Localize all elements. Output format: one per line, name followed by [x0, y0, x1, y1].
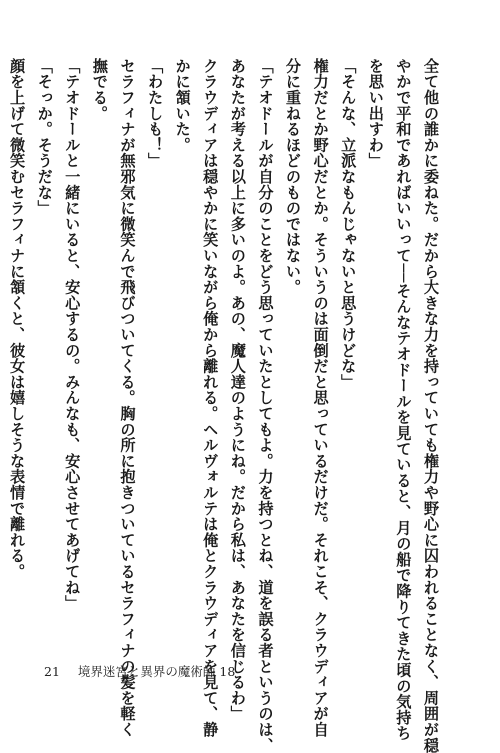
text-line: クラウディアは穏やかに笑いながら俺から離れる。ヘルヴォルテは俺とクラウディアを見て、静 — [201, 58, 220, 738]
text-line: 「テオドールと一緒にいると、安心するの。みんなも、安心させてあげてね」 — [63, 58, 82, 611]
text-line: 撫でる。 — [90, 58, 109, 122]
book-title: 境界迷宮と異界の魔術師 18 — [77, 664, 236, 679]
text-line: セラフィナが無邪気に微笑んで飛びついてくる。胸の所に抱きついているセラフィナの髪を軽く — [118, 58, 137, 738]
text-line: かに頷いた。 — [173, 58, 192, 153]
text-line: 「そんな、立派なもんじゃないと思うけどな」 — [339, 58, 358, 390]
text-line: やかで平和であればいいって──そんなテオドールを見ていると、月の船で降りてきた頃の気持ち — [394, 58, 413, 742]
text-line — [0, 58, 3, 648]
page-number: 21 — [44, 664, 60, 679]
text-line: 「そっか。そうだな」 — [35, 58, 54, 216]
text-line: 「テオドールが自分のことをどう思っていたとしてもよ。力を持つとね、道を誤る者というのは、 — [256, 58, 275, 753]
text-line: 顔を上げて微笑むセラフィナに頷くと、彼女は嬉しそうな表情で離れる。 — [8, 58, 27, 580]
text-line: あなたが考える以上に多いのよ。あの、魔人達のようにね。だから私は、あなたを信じるわ」 — [228, 58, 247, 722]
page-footer — [44, 662, 235, 680]
text-line: 「わたしも！」 — [146, 58, 165, 169]
text-line: 権力だとか野心だとか。そういうのは面倒だと思っているだけだ。それこそ、クラウディアが自 — [311, 58, 330, 738]
text-line: 全て他の誰かに委ねた。だから大きな力を持っていても権力や野心に囚われることなく、周囲が穏 — [422, 58, 440, 753]
text-line: 分に重ねるほどのものではない。 — [284, 58, 303, 295]
text-line: を思い出すわ」 — [366, 58, 385, 169]
